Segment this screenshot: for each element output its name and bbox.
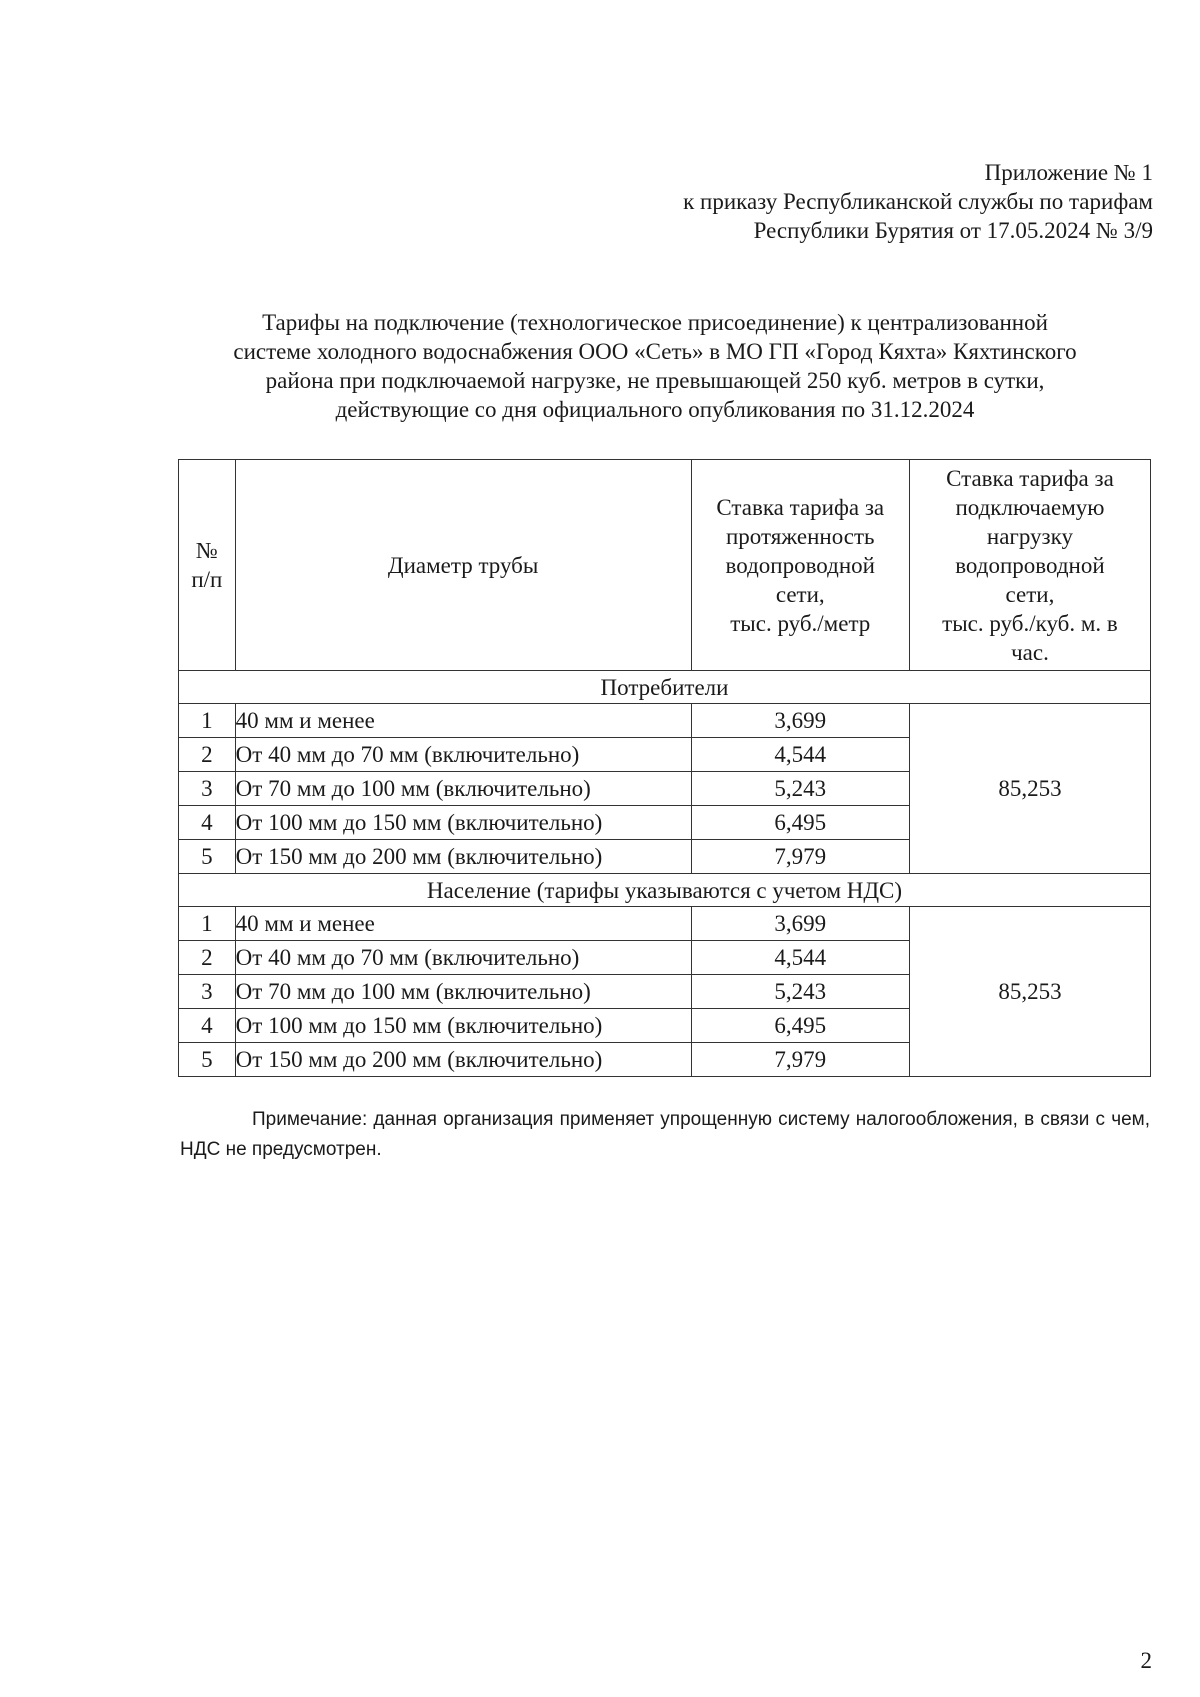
section-row [179,671,1151,704]
row-diameter: От 150 мм до 200 мм (включительно) [235,1043,691,1077]
row-length-rate: 5,243 [691,975,909,1009]
header-length-rate: Ставка тарифа за протяженность водопроводной сети, тыс. руб./метр [691,460,909,671]
row-number: 3 [179,975,236,1009]
row-number: 4 [179,806,236,840]
row-number: 4 [179,1009,236,1043]
row-number: 5 [179,840,236,874]
table-row [179,704,1151,738]
section-title-consumers: Потребители [179,671,1151,704]
section-row [179,874,1151,907]
title-line: района при подключаемой нагрузке, не превышающей 250 куб. метров в сутки, [265,368,1045,393]
row-number: 5 [179,1043,236,1077]
row-diameter: От 100 мм до 150 мм (включительно) [235,806,691,840]
row-diameter: От 100 мм до 150 мм (включительно) [235,1009,691,1043]
row-number: 1 [179,907,236,941]
title-line: Тарифы на подключение (технологическое присоединение) к централизованной [262,310,1048,335]
header-number: № п/п [179,460,236,671]
header-load-rate: Ставка тарифа за подключаемую нагрузку водопроводной сети, тыс. руб./куб. м. в час. [909,460,1150,671]
document-title [160,308,1150,424]
appendix-order-line: к приказу Республиканской службы по тарифам [683,189,1153,214]
row-length-rate: 3,699 [691,704,909,738]
table-row [179,907,1151,941]
row-diameter: От 70 мм до 100 мм (включительно) [235,975,691,1009]
appendix-reference [453,158,1153,245]
tariff-table [178,459,1151,1077]
page-number: 2 [1140,1648,1152,1673]
row-length-rate: 6,495 [691,806,909,840]
section-load-rate: 85,253 [909,907,1150,1077]
row-diameter: От 150 мм до 200 мм (включительно) [235,840,691,874]
row-length-rate: 4,544 [691,738,909,772]
row-diameter: 40 мм и менее [235,907,691,941]
title-line: действующие со дня официального опубликования по 31.12.2024 [335,397,975,422]
row-diameter: От 40 мм до 70 мм (включительно) [235,941,691,975]
appendix-order-date: Республики Бурятия от 17.05.2024 № 3/9 [753,218,1153,243]
row-number: 2 [179,941,236,975]
header-diameter: Диаметр трубы [235,460,691,671]
table-header-row [179,460,1151,671]
row-diameter: От 40 мм до 70 мм (включительно) [235,738,691,772]
row-length-rate: 5,243 [691,772,909,806]
section-load-rate: 85,253 [909,704,1150,874]
section-title-population: Население (тарифы указываются с учетом НДС) [179,874,1151,907]
row-number: 2 [179,738,236,772]
row-number: 1 [179,704,236,738]
row-length-rate: 4,544 [691,941,909,975]
tax-note [180,1105,1150,1165]
row-length-rate: 7,979 [691,1043,909,1077]
row-length-rate: 3,699 [691,907,909,941]
row-diameter: От 70 мм до 100 мм (включительно) [235,772,691,806]
appendix-number: Приложение № 1 [984,160,1153,185]
row-length-rate: 7,979 [691,840,909,874]
row-length-rate: 6,495 [691,1009,909,1043]
tax-note-text: Примечание: данная организация применяет упрощенную систему налогообложения, в связи с чем, НДС не предусмотрен. [180,1109,1150,1160]
title-line: системе холодного водоснабжения ООО «Сеть» в МО ГП «Город Кяхта» Кяхтинского [233,339,1077,364]
row-diameter: 40 мм и менее [235,704,691,738]
row-number: 3 [179,772,236,806]
